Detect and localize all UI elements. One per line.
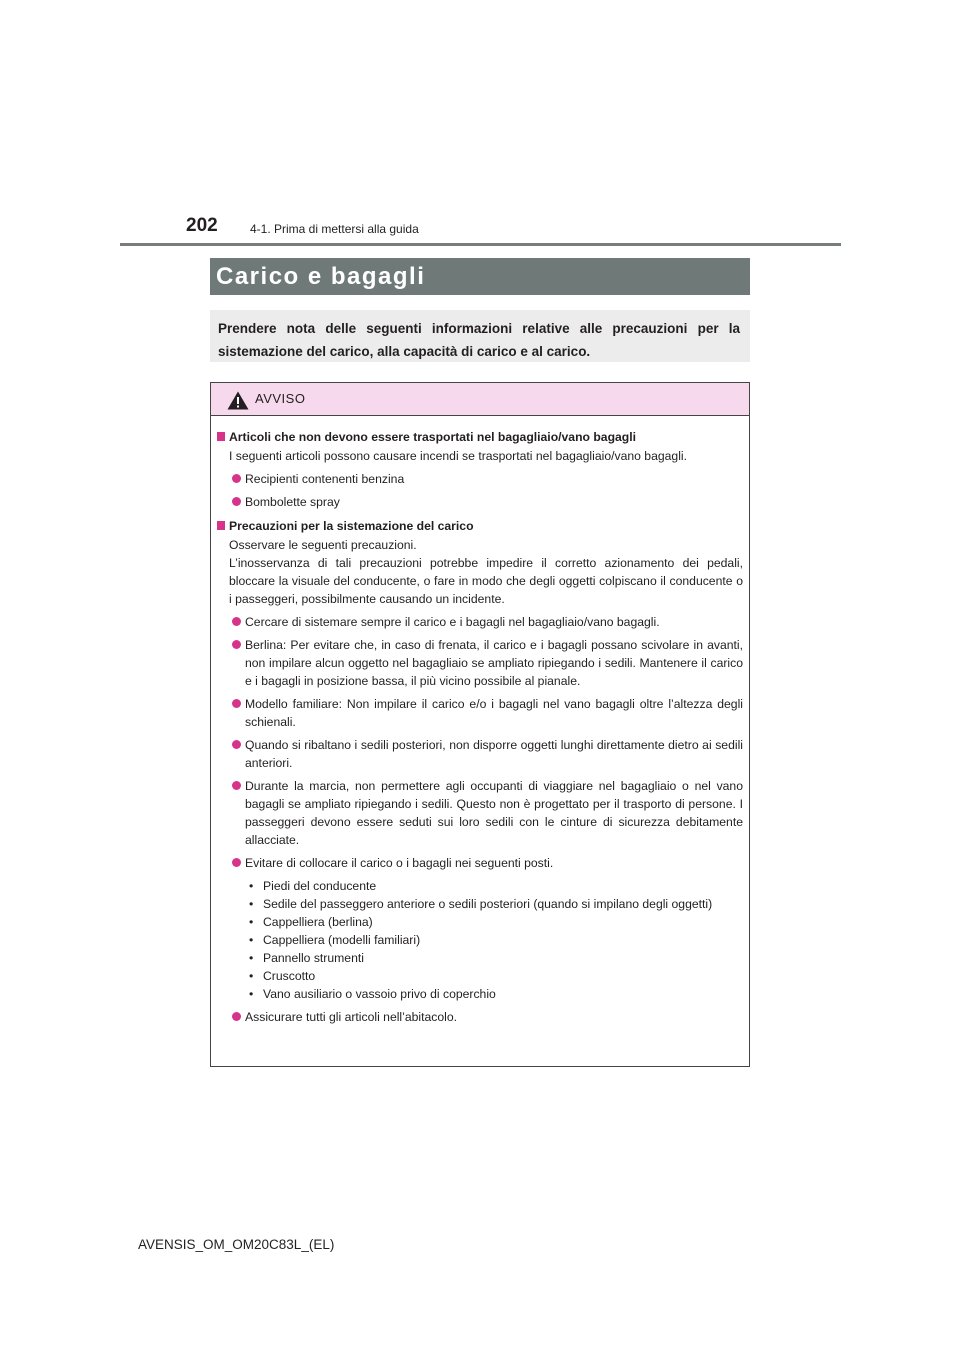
page-number: 202 [186, 215, 218, 236]
square-bullet-icon [217, 432, 225, 441]
sub-list-item: • Piedi del conducente [217, 877, 743, 895]
square-bullet-icon [217, 521, 225, 530]
warning-heading-precautions [217, 517, 743, 535]
page-title: Carico e bagagli [216, 263, 426, 290]
list-item: Cercare di sistemare sempre il carico e i bagagli nel bagagliaio/vano bagagli. [217, 613, 743, 631]
warning-label: AVVISO [255, 391, 306, 406]
warning-paragraph: Osservare le seguenti precauzioni. [229, 538, 417, 552]
title-bar [210, 258, 750, 295]
sub-list-item: • Cappelliera (berlina) [217, 913, 743, 931]
warning-paragraph: L’inosservanza di tali precauzioni potrebbe impedire il corretto azionamento dei pedali, bloccare la visuale del conducente, o fare in modo che degli oggetti colpiscano il conducente o i passeggeri, possibilmente causando un incidente. [229, 556, 743, 606]
list-item: Modello familiare: Non impilare il carico e/o i bagagli nel vano bagagli oltre l’altezza degli schienali. [217, 695, 743, 731]
warning-paragraph: I seguenti articoli possono causare incendi se trasportati nel bagagliaio/vano bagagli. [229, 449, 688, 463]
sub-list-item: • Vano ausiliario o vassoio privo di coperchio [217, 985, 743, 1003]
intro-box: Prendere nota delle seguenti informazioni relative alle precauzioni per la sistemazione del carico, alla capacità di carico e al carico. [210, 310, 750, 362]
list-item: Bombolette spray [217, 493, 743, 511]
warning-triangle-icon [227, 391, 249, 410]
section-reference: 4-1. Prima di mettersi alla guida [250, 222, 419, 236]
heading-text: Articoli che non devono essere trasportati nel bagagliaio/vano bagagli [229, 430, 637, 444]
list-item: Assicurare tutti gli articoli nell’abitacolo. [217, 1008, 743, 1026]
warning-heading-articles [217, 428, 743, 446]
sub-list-item: • Pannello strumenti [217, 949, 743, 967]
warning-body [211, 416, 749, 1026]
list-item: Berlina: Per evitare che, in caso di frenata, il carico e i bagagli possano scivolare in avanti, non impilare alcun oggetto nel bagagliaio se ampliato ripiegando i sedili. Mantenere il carico e i bagagli in posizione bassa, il più vicino possibile al pianale. [217, 636, 743, 690]
list-item: Recipienti contenenti benzina [217, 470, 743, 488]
sub-list-item: • Cappelliera (modelli familiari) [217, 931, 743, 949]
sub-list-item: • Cruscotto [217, 967, 743, 985]
heading-text: Precauzioni per la sistemazione del carico [229, 519, 474, 533]
warning-header [211, 383, 749, 416]
sub-list [217, 877, 743, 1003]
sub-list-item: • Sedile del passeggero anteriore o sedili posteriori (quando si impilano degli oggetti) [217, 895, 743, 913]
warning-box [210, 382, 750, 1067]
header-rule [120, 243, 841, 246]
footer-code: AVENSIS_OM_OM20C83L_(EL) [138, 1237, 335, 1252]
list-item: Durante la marcia, non permettere agli occupanti di viaggiare nel bagagliaio o nel vano bagagli se ampliato ripiegando i sedili. Questo non è progettato per il trasporto di persone. I passeggeri devono essere seduti sui loro sedili con le cinture di sicurezza debitamente allacciate. [217, 777, 743, 849]
list-item: Evitare di collocare il carico o i bagagli nei seguenti posti. [217, 854, 743, 872]
list-item: Quando si ribaltano i sedili posteriori, non disporre oggetti lunghi direttamente dietro ai sedili anteriori. [217, 736, 743, 772]
